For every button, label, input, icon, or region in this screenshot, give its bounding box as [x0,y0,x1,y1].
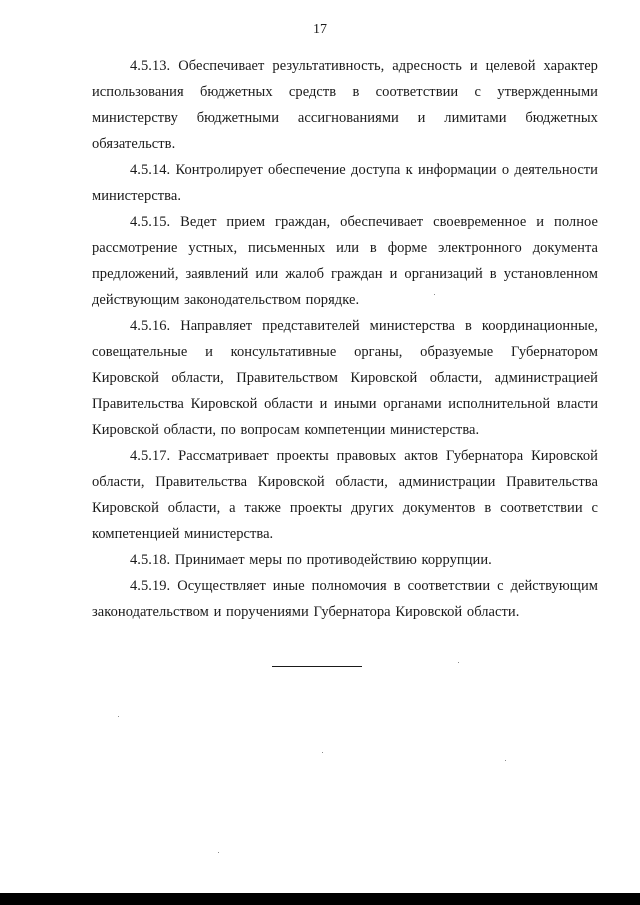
scan-bottom-edge [0,893,640,905]
scan-speck [118,716,119,717]
paragraph-4-5-14: 4.5.14. Контролирует обеспечение доступа к информации о деятельности министерства. [92,162,598,204]
page-number: 17 [313,22,327,37]
scan-speck [434,294,435,295]
paragraph-4-5-19: 4.5.19. Осуществляет иные полномочия в соответствии с действующим законодательством и поручениями Губернатора Кировской области. [92,578,598,620]
paragraph-4-5-18: 4.5.18. Принимает меры по противодействию коррупции. [130,552,492,568]
scan-speck [458,662,459,663]
document-body [92,53,598,625]
scan-speck [505,760,506,761]
paragraph-4-5-16: 4.5.16. Направляет представителей министерства в координационные, совещательные и консультативные органы, образуемые Губернатором Кировской области, Правительством Кировской области, администрацией Правительства Кировской области и иными органами исполнительной власти Кировской области, по вопросам компетенции министерства. [92,318,598,438]
end-separator-line [272,666,362,667]
paragraph-4-5-15: 4.5.15. Ведет прием граждан, обеспечивает своевременное и полное рассмотрение устных, письменных или в форме электронного документа предложений, заявлений или жалоб граждан и организаций в установленном действующим законодательством порядке. [92,214,598,308]
paragraph-4-5-17: 4.5.17. Рассматривает проекты правовых актов Губернатора Кировской области, Правительства Кировской области, администрации Правительства Кировской области, а также проекты других документов в соответствии с компетенцией министерства. [92,448,598,542]
scan-speck [322,752,323,753]
scan-speck [218,852,219,853]
paragraph-4-5-13: 4.5.13. Обеспечивает результативность, адресность и целевой характер использования бюджетных средств в соответствии с утвержденными министерству бюджетными ассигнованиями и лимитами бюджетных обязательств. [92,58,598,152]
